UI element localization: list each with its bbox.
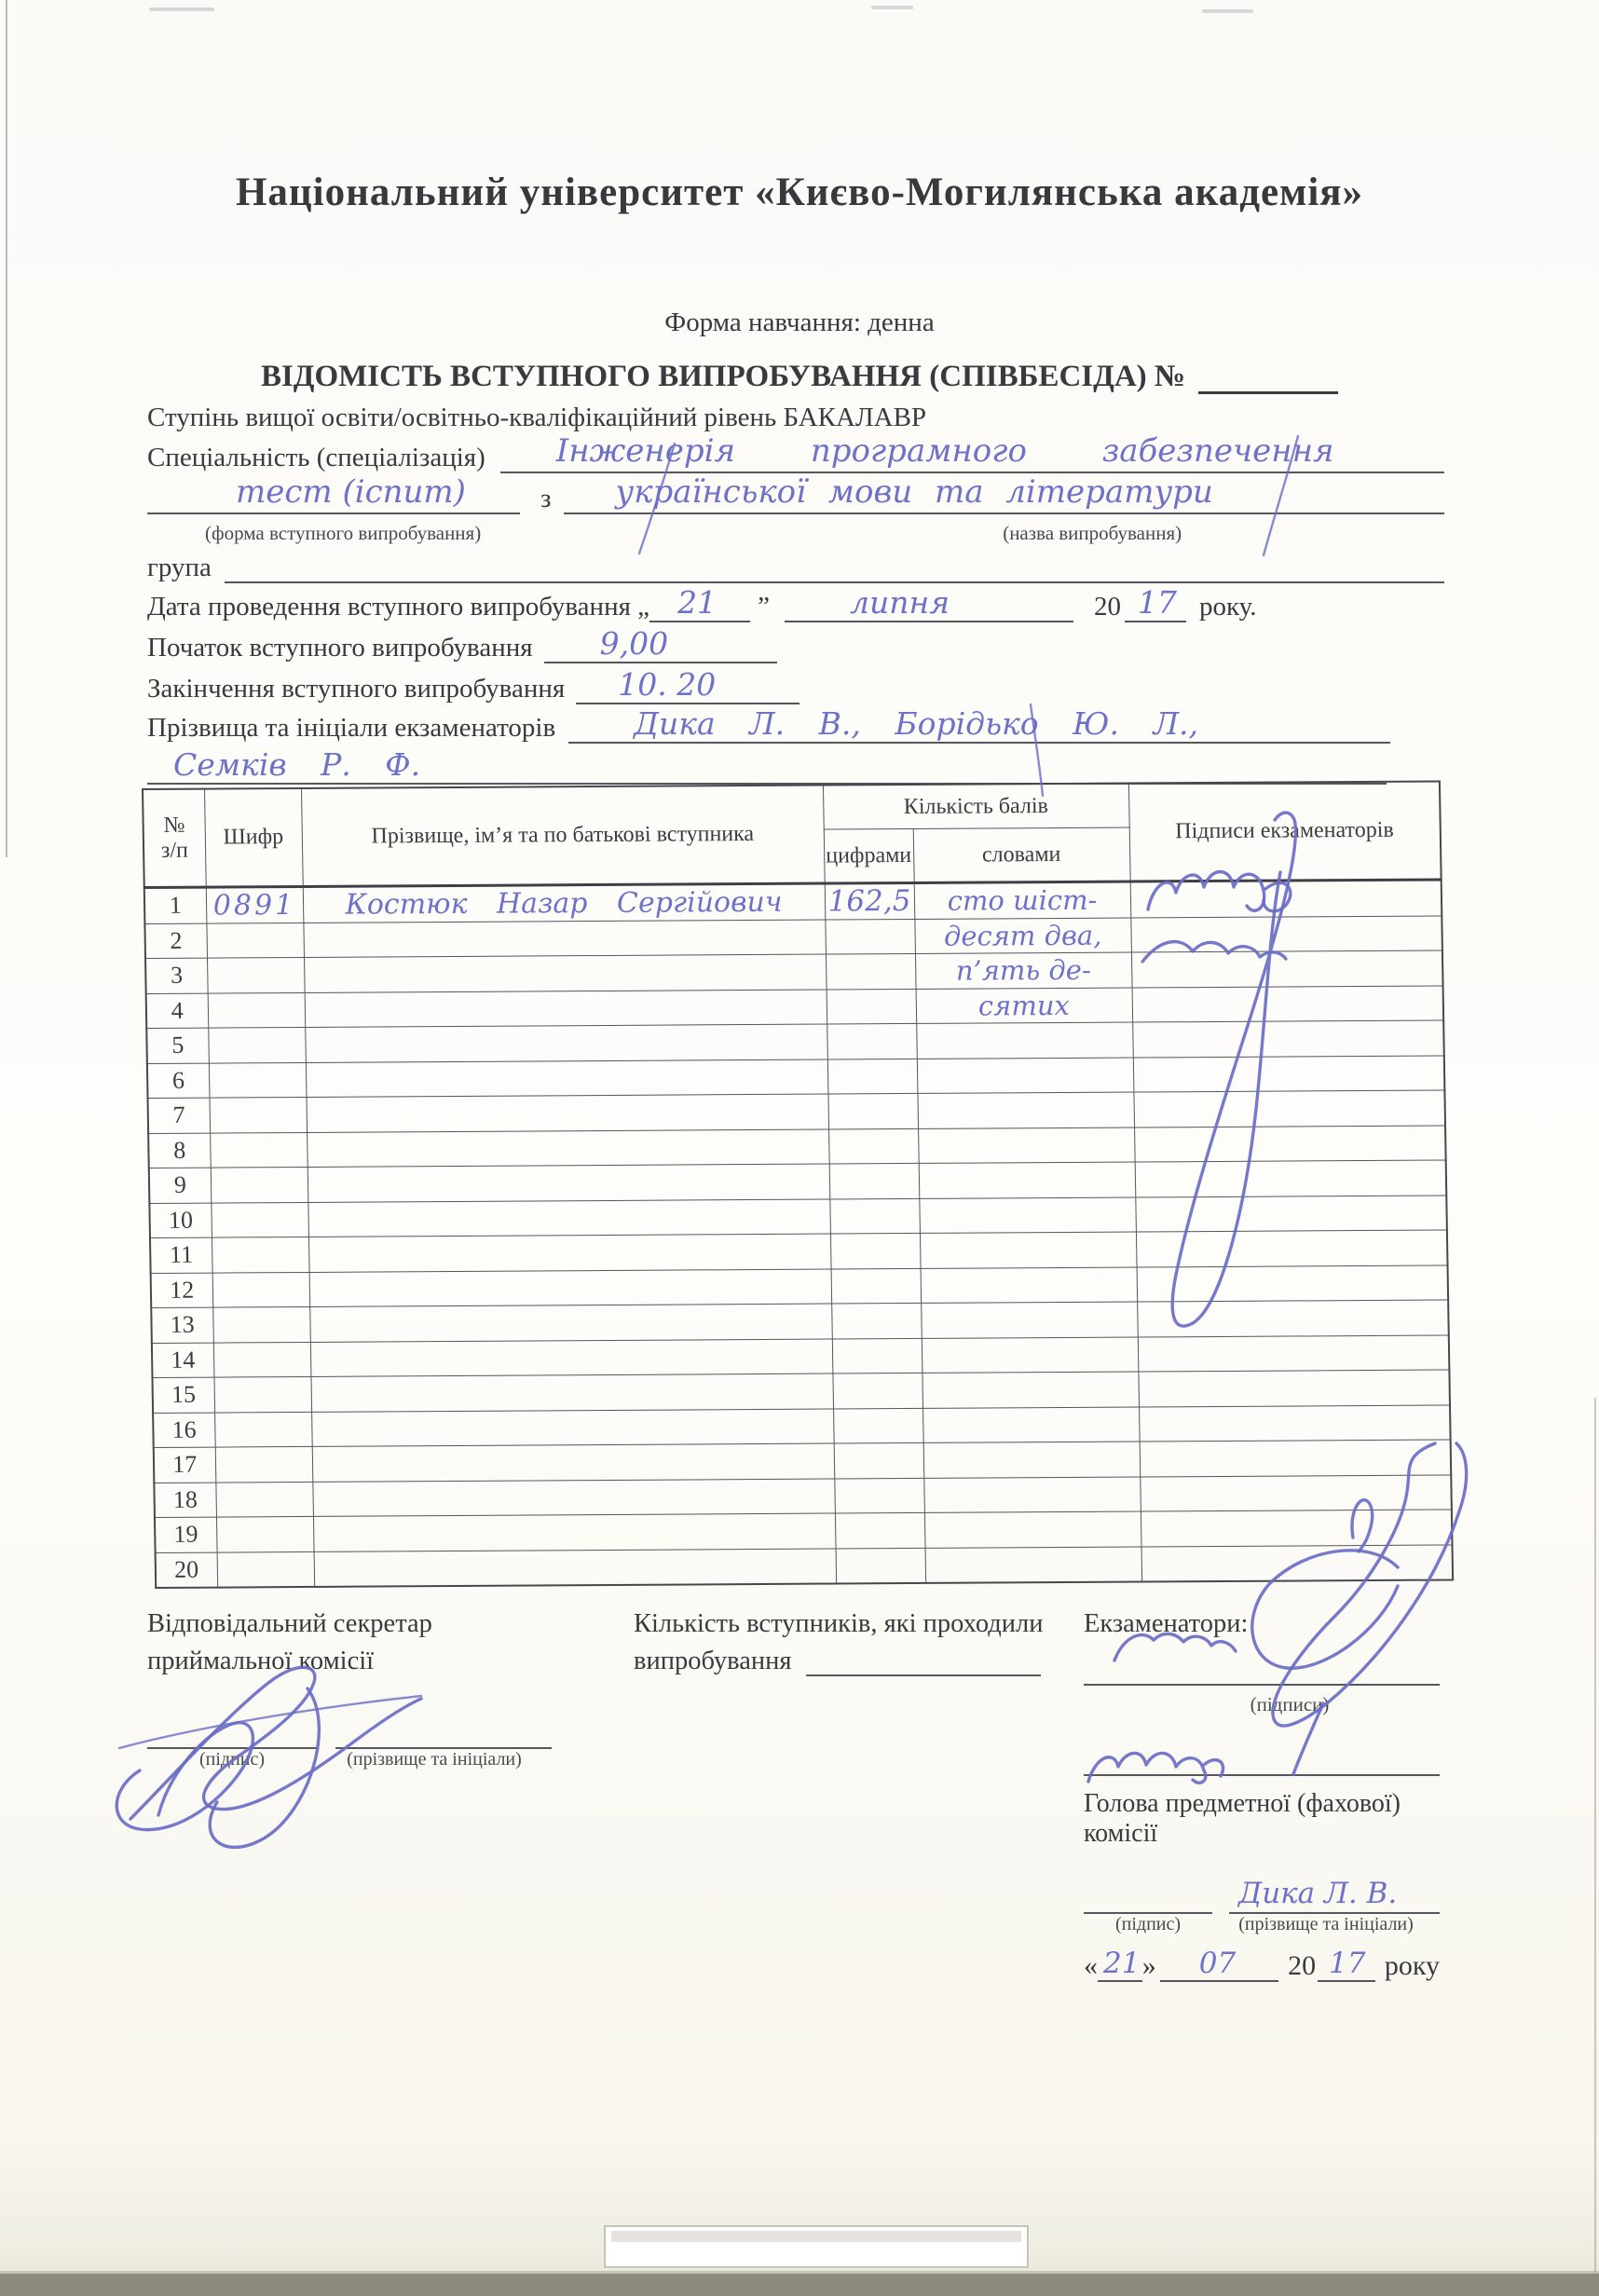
cell-digits xyxy=(830,1233,921,1268)
cell-num: 5 xyxy=(146,1028,209,1063)
cell-name xyxy=(313,1513,836,1551)
cell-signature xyxy=(1137,1300,1449,1337)
cell-num: 6 xyxy=(147,1063,210,1099)
cell-words xyxy=(922,1337,1139,1374)
cell-digits xyxy=(829,1198,920,1234)
exam-name-blank xyxy=(564,473,1444,514)
cell-words xyxy=(923,1477,1141,1513)
end-handwriting: 10. 20 xyxy=(618,666,717,703)
cell-code xyxy=(217,1551,315,1588)
scores-table xyxy=(142,780,1454,1588)
cell-code: 0891 xyxy=(206,886,304,922)
cell-num: 9 xyxy=(149,1168,212,1203)
examiners-line xyxy=(147,705,1444,744)
scan-footer-box xyxy=(604,2225,1029,2268)
cell-words xyxy=(919,1162,1136,1198)
scan-bottom-strip xyxy=(0,2274,1599,2296)
cell-name xyxy=(312,1479,835,1517)
scan-smudge xyxy=(1202,9,1253,13)
start-handwriting: 9,00 xyxy=(599,625,669,662)
cell-digits xyxy=(832,1373,922,1408)
col-header-score-group: Кількість балів xyxy=(823,784,1129,830)
year-prefix: 20 xyxy=(1093,592,1121,622)
end-blank xyxy=(576,666,800,704)
cell-num: 10 xyxy=(149,1203,212,1238)
cell-words xyxy=(923,1442,1141,1478)
cell-name xyxy=(309,1269,832,1307)
scan-edge-right xyxy=(1594,1398,1596,2274)
specialty-label: Спеціальність (спеціалізація) xyxy=(147,443,485,472)
cell-digits: 162,5 xyxy=(825,882,915,919)
footer-date-day: 21 xyxy=(1103,1947,1141,1980)
cell-code xyxy=(210,1132,308,1168)
cell-name: Костюк Назар Сергійович xyxy=(303,883,826,922)
start-line xyxy=(147,625,1444,663)
date-open-quote: « xyxy=(1084,1950,1098,1981)
secretary-name-blank xyxy=(335,1719,552,1749)
cell-words xyxy=(925,1547,1142,1583)
cell-signature xyxy=(1133,1090,1445,1128)
head-captions xyxy=(1084,1914,1440,1935)
head-signature-blank xyxy=(1084,1884,1212,1914)
cell-words: десят два, xyxy=(914,918,1131,954)
date-month-handwriting: липня xyxy=(849,584,950,621)
footer-date-year: 17 xyxy=(1329,1947,1366,1980)
secretary-signature-blank xyxy=(147,1719,317,1749)
exam-form-blank xyxy=(147,473,520,514)
cell-code xyxy=(212,1237,309,1272)
caption-signature: (підпис) xyxy=(1114,1914,1182,1934)
cell-words xyxy=(921,1302,1138,1338)
cell-digits xyxy=(831,1268,922,1304)
cell-code xyxy=(209,1062,307,1098)
cell-num: 13 xyxy=(151,1307,213,1343)
cell-signature xyxy=(1132,985,1444,1022)
secretary-sign-line xyxy=(147,1719,585,1749)
cell-code xyxy=(206,922,304,958)
cell-name xyxy=(310,1374,833,1412)
date-close-quote: » xyxy=(1141,1950,1156,1981)
cell-digits xyxy=(833,1408,923,1443)
examiners-footer-block xyxy=(1084,1609,1440,1982)
group-blank xyxy=(225,552,1444,583)
date-year-blank xyxy=(1125,584,1186,622)
count-blank xyxy=(806,1647,1041,1676)
cell-code xyxy=(211,1167,308,1202)
cell-code xyxy=(207,957,305,992)
cell-num: 2 xyxy=(144,923,207,959)
caption-signature: (підпис) xyxy=(198,1749,266,1770)
form-of-study: Форма навчання: денна xyxy=(664,308,935,337)
cell-words xyxy=(922,1372,1139,1408)
cell-words xyxy=(919,1197,1136,1234)
secretary-title-2: приймальної комісії xyxy=(147,1647,375,1675)
cell-signature xyxy=(1139,1404,1451,1442)
cell-signature xyxy=(1132,1020,1444,1058)
col-header-signatures: Підписи екзаменаторів xyxy=(1128,781,1442,882)
captions-line xyxy=(147,522,1444,545)
cell-words xyxy=(921,1267,1138,1304)
date-day-blank xyxy=(649,584,750,622)
date-year-handwriting: 17 xyxy=(1137,584,1177,621)
cell-signature xyxy=(1138,1334,1450,1372)
cell-words xyxy=(917,1058,1134,1094)
cell-name xyxy=(314,1549,837,1587)
scan-smudge xyxy=(149,7,214,11)
cell-code xyxy=(216,1516,314,1551)
cell-name xyxy=(309,1304,832,1342)
secretary-captions xyxy=(147,1749,585,1770)
cell-num: 7 xyxy=(148,1098,211,1133)
cell-code xyxy=(215,1482,313,1517)
cell-code xyxy=(208,1027,306,1062)
scan-footer-box-bar xyxy=(611,2231,1021,2242)
specialty-line xyxy=(147,432,1444,473)
cell-num: 8 xyxy=(148,1133,211,1168)
examiners-signature-blank xyxy=(1084,1656,1440,1686)
count-line-1: Кількість вступників, які проходили xyxy=(634,1609,1044,1638)
group-line xyxy=(147,552,1444,583)
exam-form-handwriting: тест (іспит) xyxy=(236,473,466,511)
cell-words xyxy=(924,1511,1141,1548)
cell-code xyxy=(213,1342,311,1377)
cell-signature xyxy=(1133,1055,1445,1092)
cell-num: 16 xyxy=(153,1413,215,1448)
cell-digits xyxy=(835,1512,925,1548)
examiners-blank xyxy=(568,705,1390,744)
footer-date-month-blank xyxy=(1160,1947,1278,1982)
examiners-handwriting-1: Дика Л. В., Борідько Ю. Л., xyxy=(634,705,1198,742)
caption-surname: (прізвище та ініціали) xyxy=(347,1749,522,1770)
start-blank xyxy=(544,625,777,663)
scan-smudge xyxy=(871,6,913,9)
secretary-block xyxy=(147,1609,585,1770)
head-sign-line xyxy=(1084,1877,1440,1914)
cell-name xyxy=(306,1059,828,1098)
footer-date-suffix: року xyxy=(1384,1950,1440,1981)
cell-digits xyxy=(829,1163,920,1198)
cell-words: п’ять де- xyxy=(915,952,1132,989)
cell-words xyxy=(922,1407,1140,1443)
cell-num: 18 xyxy=(154,1483,216,1518)
cell-code xyxy=(215,1446,313,1482)
cell-name xyxy=(310,1339,833,1377)
col-header-digits: цифрами xyxy=(824,828,914,883)
date-month-blank xyxy=(785,584,1073,622)
cell-name xyxy=(306,1094,828,1132)
specialty-blank xyxy=(500,432,1444,473)
caption-surname: (прізвище та ініціали) xyxy=(1238,1914,1414,1934)
cell-code xyxy=(214,1412,312,1447)
secretary-title-1: Відповідальний секретар xyxy=(147,1609,432,1638)
footer-date-day-blank xyxy=(1098,1947,1142,1982)
exam-form-line xyxy=(147,473,1444,514)
start-label: Початок вступного випробування xyxy=(147,633,533,663)
cell-signature xyxy=(1138,1370,1450,1407)
examiners-handwriting-2: Семків Р. Ф. xyxy=(173,746,421,783)
document-title: ВІДОМІСТЬ ВСТУПНОГО ВИПРОБУВАННЯ (СПІВБЕСІДА) № xyxy=(260,360,1186,393)
scan-edge-left xyxy=(6,0,7,857)
caption-signatures: (підписи) xyxy=(1250,1693,1330,1715)
cell-name xyxy=(307,1129,829,1168)
cell-num: 19 xyxy=(155,1517,217,1552)
examiners-line-2 xyxy=(147,746,1444,785)
cell-words xyxy=(917,1092,1134,1128)
cell-digits xyxy=(827,989,917,1024)
date-suffix: року. xyxy=(1198,592,1257,622)
date-label: Дата проведення вступного випробування „ xyxy=(147,592,650,622)
cell-code xyxy=(210,1097,308,1132)
cell-digits xyxy=(825,919,915,954)
cell-digits xyxy=(828,1128,919,1164)
cell-digits xyxy=(834,1478,924,1513)
cell-code xyxy=(212,1306,310,1342)
cell-digits xyxy=(827,1059,918,1094)
head-commission-title: Голова предметної (фахової) комісії xyxy=(1084,1789,1401,1848)
cell-digits xyxy=(836,1548,926,1584)
cell-signature xyxy=(1130,915,1442,952)
count-line-2 xyxy=(634,1647,1062,1676)
cell-signature xyxy=(1140,1474,1452,1511)
footer-date-line xyxy=(1084,1947,1440,1982)
cell-num: 11 xyxy=(150,1237,212,1273)
cell-digits xyxy=(834,1442,924,1478)
table-body xyxy=(144,880,1453,1588)
date-day-handwriting: 21 xyxy=(677,584,718,621)
cell-name xyxy=(311,1409,834,1447)
cell-name xyxy=(308,1164,830,1202)
cell-num: 14 xyxy=(152,1343,214,1378)
col-header-words: словами xyxy=(913,827,1130,882)
cell-name xyxy=(304,954,827,992)
cell-signature xyxy=(1140,1440,1452,1477)
cell-num: 20 xyxy=(156,1552,218,1588)
head-name-handwriting: Дика Л. В. xyxy=(1238,1877,1398,1910)
cell-code xyxy=(208,992,306,1028)
cell-signature xyxy=(1141,1510,1453,1547)
exam-name-caption: (назва випробування) xyxy=(1003,522,1182,544)
cell-digits xyxy=(831,1303,922,1338)
specialty-handwriting: Інженерія програмного забезпечення xyxy=(555,432,1334,470)
cell-signature xyxy=(1137,1264,1449,1302)
cell-signature xyxy=(1136,1230,1448,1267)
cell-num: 15 xyxy=(152,1377,214,1413)
exam-name-handwriting: української мови та літератури xyxy=(615,473,1213,511)
cell-num: 1 xyxy=(144,887,207,923)
count-label: випробування xyxy=(634,1647,792,1675)
cell-name xyxy=(308,1234,831,1272)
examiners-label: Прізвища та ініціали екзаменаторів xyxy=(147,713,556,743)
cell-name xyxy=(312,1443,835,1482)
footer-date-year-blank xyxy=(1318,1947,1375,1982)
col-header-name: Прізвище, ім’я та по батькові вступника xyxy=(301,786,825,887)
cell-digits xyxy=(832,1338,922,1374)
col-header-code: Шифр xyxy=(204,788,303,887)
cell-words: сто шіст- xyxy=(914,882,1131,919)
cell-signature xyxy=(1130,880,1442,918)
cell-words xyxy=(918,1128,1135,1164)
footer-year-prefix: 20 xyxy=(1288,1950,1317,1981)
cell-name xyxy=(305,990,827,1028)
col-header-number: № з/п xyxy=(143,789,206,888)
examiners-blank-2 xyxy=(147,746,1387,785)
date-line xyxy=(147,584,1444,622)
exam-form-caption: (форма вступного випробування) xyxy=(205,522,482,544)
cell-words: сятих xyxy=(916,988,1133,1024)
cell-code xyxy=(211,1202,308,1237)
document-title-row xyxy=(0,360,1599,394)
table-header xyxy=(143,781,1442,887)
date-close-quote: ” xyxy=(758,592,770,622)
end-line xyxy=(147,666,1444,704)
footer-date-month: 07 xyxy=(1198,1947,1237,1980)
cell-words xyxy=(920,1232,1137,1268)
university-title: Національний університет «Києво-Могилянська академія» xyxy=(235,171,1364,214)
cell-signature xyxy=(1141,1544,1454,1581)
table-row xyxy=(156,1544,1454,1588)
cell-num: 4 xyxy=(146,993,209,1029)
cell-signature xyxy=(1134,1125,1446,1162)
examiners-blank-2 xyxy=(1084,1746,1440,1776)
count-block xyxy=(634,1609,1062,1676)
cell-num: 17 xyxy=(154,1447,216,1483)
conjunction-z: з xyxy=(540,484,552,513)
cell-signature xyxy=(1135,1160,1447,1197)
cell-num: 3 xyxy=(145,958,208,993)
cell-code xyxy=(212,1272,310,1307)
cell-digits xyxy=(826,953,916,989)
cell-digits xyxy=(827,1093,918,1128)
sheet-number-blank xyxy=(1198,363,1338,394)
cell-signature xyxy=(1131,950,1443,988)
head-name-blank xyxy=(1229,1877,1440,1914)
cell-name xyxy=(303,920,826,958)
cell-name xyxy=(305,1024,827,1062)
cell-num: 12 xyxy=(151,1273,213,1308)
cell-digits xyxy=(827,1023,917,1059)
cell-signature xyxy=(1135,1195,1447,1232)
end-label: Закінчення вступного випробування xyxy=(147,674,566,704)
group-label: група xyxy=(147,553,212,582)
examiners-footer-title: Екзаменатори: xyxy=(1084,1609,1249,1638)
cell-words xyxy=(916,1022,1133,1059)
cell-code xyxy=(213,1376,311,1412)
degree-line: Ступінь вищої освіти/освітньо-кваліфікаційний рівень БАКАЛАВР xyxy=(147,403,927,432)
cell-name xyxy=(308,1199,830,1237)
